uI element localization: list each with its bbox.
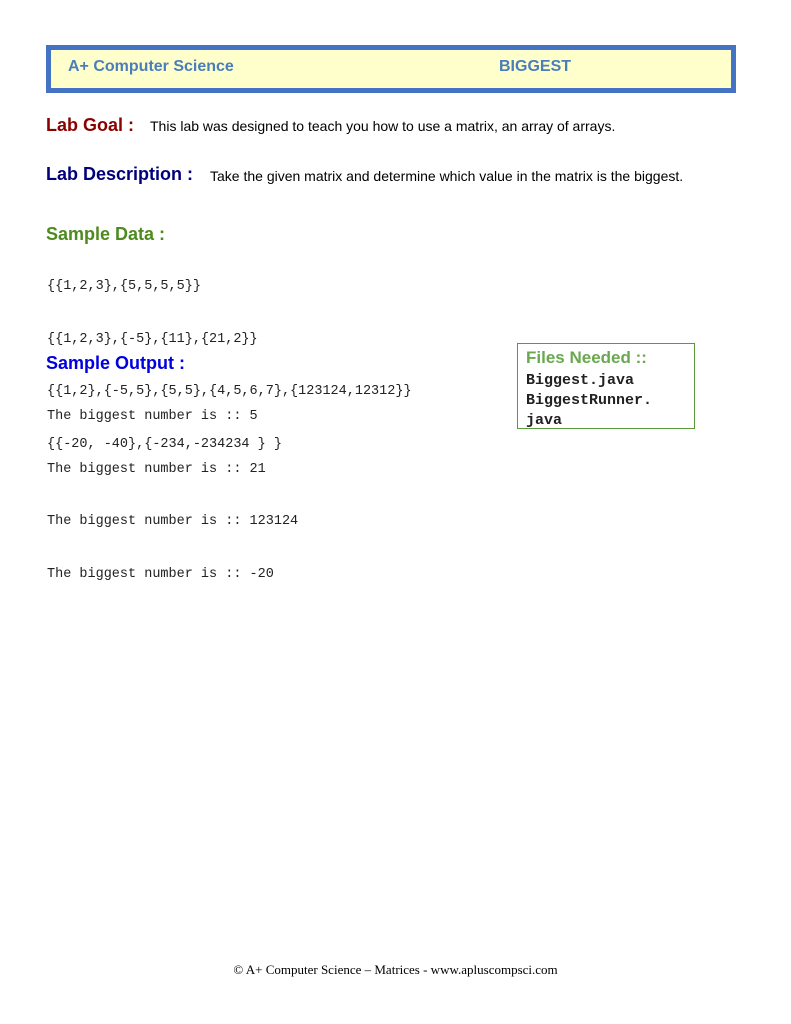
lab-goal-label: Lab Goal : — [46, 115, 135, 135]
files-needed-list — [526, 371, 652, 431]
sample-output-line: The biggest number is :: 21 — [47, 461, 266, 477]
file-item: BiggestRunner. — [526, 392, 653, 409]
header-banner — [46, 45, 736, 93]
sample-data-line: {{-20, -40},{-234,-234234 } } — [47, 436, 282, 452]
file-item: java — [526, 412, 563, 429]
lab-description-label: Lab Description : — [46, 164, 194, 184]
sample-output-line: The biggest number is :: 5 — [47, 409, 258, 424]
file-item: Biggest.java — [526, 372, 635, 389]
sample-output-line: The biggest number is :: -20 — [47, 566, 274, 582]
header-org-title: A+ Computer Science — [68, 58, 234, 75]
sample-output-label: Sample Output : — [46, 353, 185, 373]
page-footer: © A+ Computer Science – Matrices - www.apluscompsci.com — [233, 962, 558, 977]
sample-data-line: {{1,2,3},{-5},{11},{21,2}} — [47, 331, 258, 347]
files-needed-box — [517, 343, 695, 429]
lab-description-text: Take the given matrix and determine which value in the matrix is the biggest. — [210, 168, 684, 184]
header-lab-title: BIGGEST — [499, 58, 572, 75]
files-needed-title: Files Needed :: — [526, 348, 647, 367]
sample-output-block — [47, 373, 298, 601]
sample-data-line: {{1,2,3},{5,5,5,5}} — [47, 279, 201, 294]
lab-goal-text: This lab was designed to teach you how to use a matrix, an array of arrays. — [150, 118, 616, 134]
sample-data-label: Sample Data : — [46, 224, 166, 244]
sample-data-line: {{1,2},{-5,5},{5,5},{4,5,6,7},{123124,12312}} — [47, 384, 412, 399]
sample-output-line: The biggest number is :: 123124 — [47, 514, 299, 529]
